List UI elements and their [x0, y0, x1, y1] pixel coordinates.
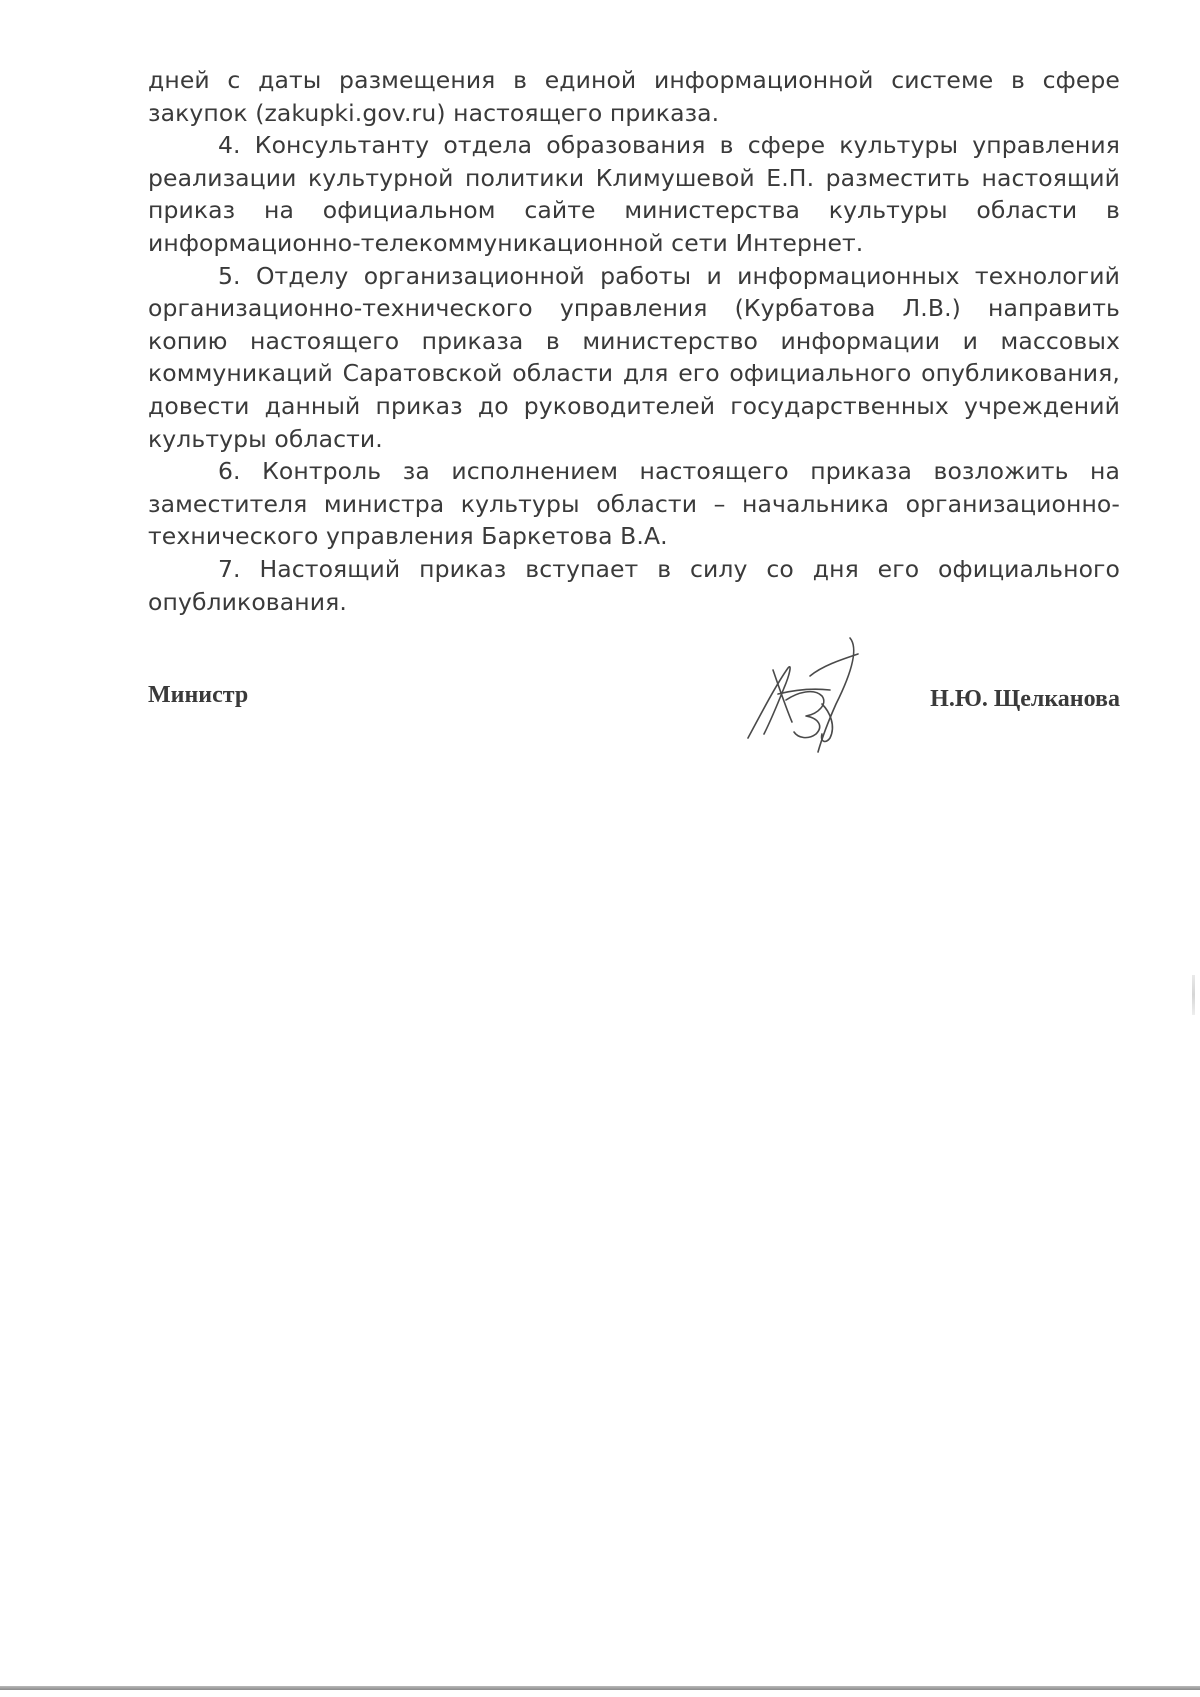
paragraph-item-7: 7. Настоящий приказ вступает в силу со дня его официального опубликования.	[148, 554, 1120, 616]
signature-block	[148, 630, 1120, 770]
paragraph-continuation: дней с даты размещения в единой информационной системе в сфере закупок (zakupki.gov.ru) настоящего приказа.	[148, 66, 1120, 127]
order-text	[148, 64, 1120, 618]
scan-artifact	[1192, 975, 1195, 1015]
signatory-title: Министр	[148, 682, 249, 708]
paragraph-item-6: 6. Контроль за исполнением настоящего приказа возложить на заместителя министра культуры области – начальника организационно-технического управления Баркетова В.А.	[148, 457, 1120, 551]
handwritten-signature	[718, 630, 878, 770]
signatory-name: Н.Ю. Щелканова	[930, 686, 1120, 712]
paragraph-item-5: 5. Отделу организационной работы и информационных технологий организационно-технического управления (Курбатова Л.В.) направить копию настоящего приказа в министерство информации и массовых коммуникаций Саратовской области для его официального опубликования, довести данный приказ до руководителей государственных учреждений культуры области.	[148, 261, 1120, 453]
paragraph-item-4: 4. Консультанту отдела образования в сфере культуры управления реализации культурной политики Климушевой Е.П. разместить настоящий приказ на официальном сайте министерства культуры области в информационно-телекоммуникационной сети Интернет.	[148, 131, 1120, 257]
scan-bottom-edge	[0, 1686, 1200, 1690]
